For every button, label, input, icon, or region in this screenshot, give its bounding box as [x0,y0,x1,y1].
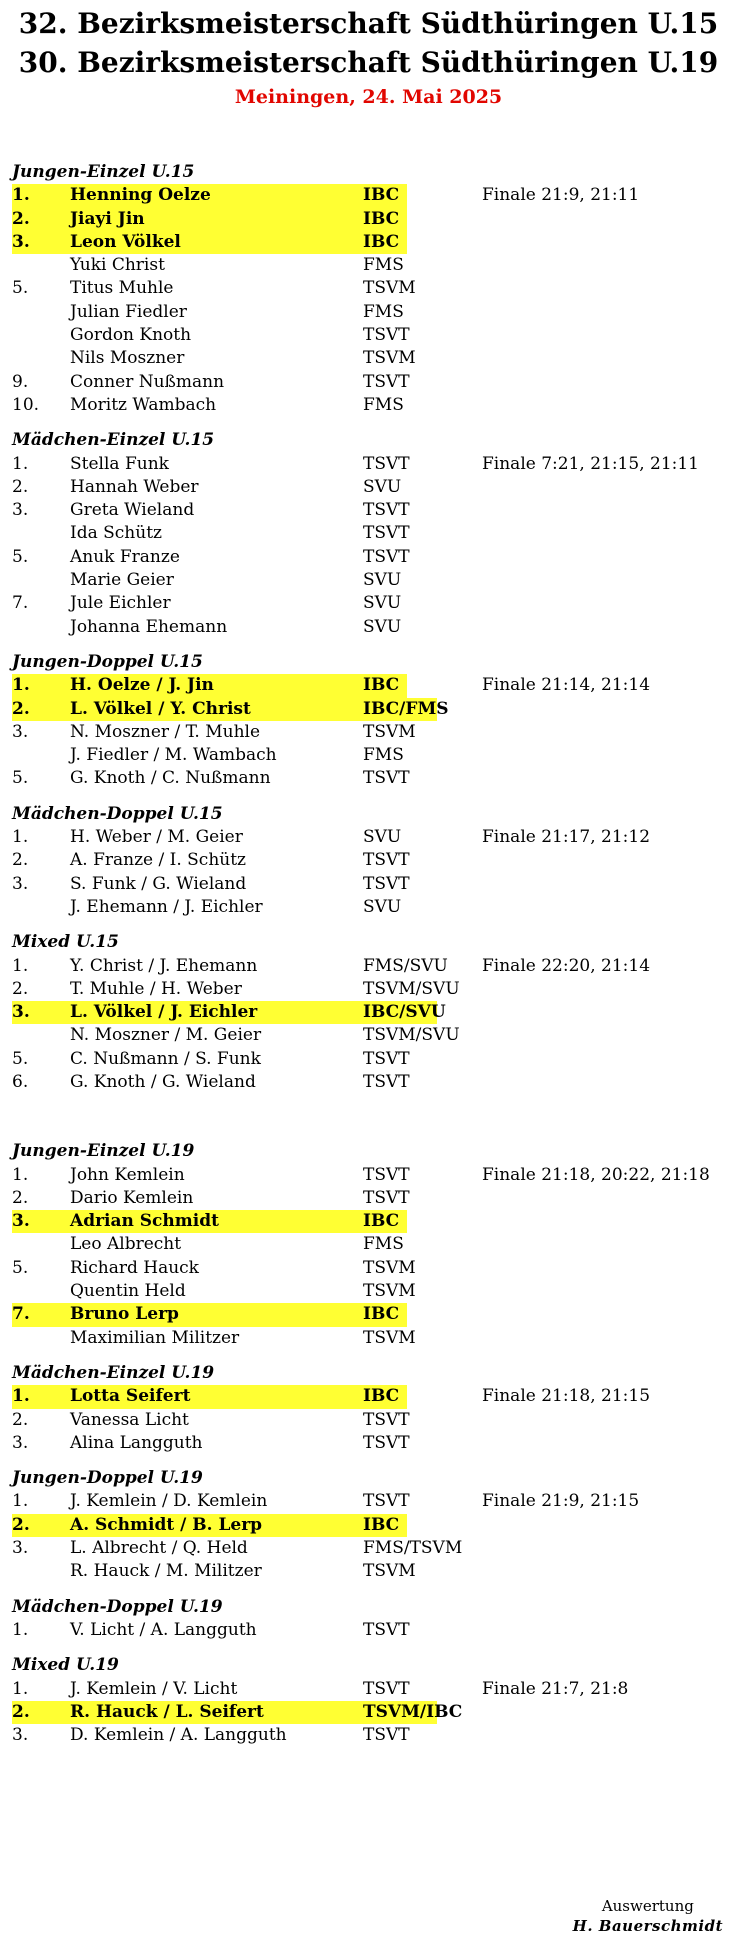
player-name: A. Schmidt / B. Lerp [70,1514,263,1535]
club-name: FMS/TSVM [363,1538,463,1559]
placement: 5. [12,546,29,567]
placement: 3. [12,1432,29,1453]
club-name: SVU [363,570,402,591]
final-score: Finale 21:9, 21:11 [482,185,640,206]
placement: 5. [12,1257,29,1278]
club-name: IBC [363,1514,400,1535]
event-location-date: Meiningen, 24. Mai 2025 [234,86,503,108]
section-title: Mädchen-Doppel U.19 [12,1596,223,1617]
player-name: Quentin Held [70,1281,186,1302]
section-title: Mädchen-Einzel U.15 [12,430,215,451]
result-row [12,499,727,522]
club-name: TSVT [363,371,410,392]
player-name: Maximilian Militzer [70,1327,240,1348]
club-name: TSVM/SVU [363,978,460,999]
club-name: FMS [363,745,404,766]
group-spacer [12,1106,727,1140]
results-list [12,161,727,1759]
player-name: V. Licht / A. Langguth [70,1619,257,1640]
final-score: Finale 21:18, 21:15 [482,1386,651,1407]
final-score: Finale 21:18, 20:22, 21:18 [482,1164,710,1185]
placement: 1. [12,1491,29,1512]
placement: 1. [12,1619,29,1640]
club-name: IBC [363,675,400,696]
player-name: D. Kemlein / A. Langguth [70,1725,287,1746]
placement: 3. [12,1538,29,1559]
player-name: Hannah Weber [70,476,199,497]
result-row [12,826,727,849]
club-name: TSVT [363,1071,410,1092]
final-score: Finale 7:21, 21:15, 21:11 [482,453,699,474]
placement: 1. [12,1164,29,1185]
final-score: Finale 21:9, 21:15 [482,1491,640,1512]
placement: 2. [12,1409,29,1430]
club-name: TSVT [363,873,410,894]
player-name: Dario Kemlein [70,1187,194,1208]
result-row [12,371,727,394]
result-row [12,616,727,639]
club-name: TSVT [363,1409,410,1430]
club-name: IBC [363,1386,400,1407]
player-name: G. Knoth / C. Nußmann [70,768,271,789]
club-name: IBC [363,1211,400,1232]
placement: 1. [12,675,30,696]
result-row [12,1537,727,1560]
results-section [12,161,727,417]
club-name: SVU [363,827,402,848]
club-name: TSVT [363,1678,410,1699]
club-name: TSVT [363,546,410,567]
player-name: L. Völkel / Y. Christ [70,698,251,719]
result-row [12,1257,727,1280]
club-name: IBC [363,1304,400,1325]
player-name: S. Funk / G. Wieland [70,873,247,894]
player-name: Jule Eichler [70,593,171,614]
result-row [12,698,727,721]
club-name: SVU [363,593,402,614]
player-name: Conner Nußmann [70,371,225,392]
player-name: G. Knoth / G. Wieland [70,1071,256,1092]
result-row [12,1187,727,1210]
result-row [12,1514,727,1537]
result-row [12,592,727,615]
result-row [12,208,727,231]
section-title: Mixed U.19 [12,1655,119,1676]
club-name: TSVM/IBC [363,1701,463,1722]
placement: 1. [12,453,29,474]
result-row [12,476,727,499]
club-name: FMS [363,1234,404,1255]
placement: 2. [12,208,30,229]
placement: 7. [12,593,29,614]
result-row [12,1619,727,1642]
result-row [12,1303,727,1326]
placement: 9. [12,371,29,392]
player-name: Johanna Ehemann [70,616,228,637]
club-name: TSVM [363,278,416,299]
title-u19: 30. Bezirksmeisterschaft Südthüringen U.19 [18,46,719,79]
club-name: TSVT [363,768,410,789]
header [0,0,737,111]
result-row [12,1432,727,1455]
placement: 3. [12,1002,30,1023]
results-section [12,1467,727,1583]
result-row [12,1164,727,1187]
result-row [12,674,727,697]
result-row [12,1490,727,1513]
placement: 1. [12,1678,29,1699]
player-name: Bruno Lerp [70,1304,179,1325]
player-name: Henning Oelze [70,185,211,206]
result-row [12,1001,727,1024]
player-name: Adrian Schmidt [70,1211,219,1232]
final-score: Finale 21:7, 21:8 [482,1678,629,1699]
player-name: N. Moszner / M. Geier [70,1025,262,1046]
player-name: Yuki Christ [70,255,165,276]
placement: 3. [12,873,29,894]
club-name: TSVT [363,1164,410,1185]
result-row [12,1071,727,1094]
results-section [12,1140,727,1350]
placement: 2. [12,850,29,871]
section-title: Jungen-Doppel U.19 [12,1468,203,1489]
placement: 6. [12,1071,29,1092]
club-name: TSVT [363,1725,410,1746]
player-name: Gordon Knoth [70,325,192,346]
result-row [12,546,727,569]
section-title: Mädchen-Doppel U.15 [12,803,223,824]
placement: 2. [12,1701,30,1722]
player-name: Lotta Seifert [70,1386,191,1407]
club-name: TSVM [363,721,416,742]
club-name: TSVT [363,1187,410,1208]
player-name: L. Albrecht / Q. Held [70,1538,248,1559]
player-name: Julian Fiedler [70,301,187,322]
player-name: Stella Funk [70,453,169,474]
player-name: Greta Wieland [70,500,195,521]
club-name: IBC [363,208,400,229]
results-section [12,803,727,919]
result-row [12,522,727,545]
result-row [12,1233,727,1256]
placement: 5. [12,768,29,789]
placement: 1. [12,955,29,976]
player-name: Leon Völkel [70,231,181,252]
player-name: Alina Langguth [70,1432,203,1453]
player-name: L. Völkel / J. Eichler [70,1002,258,1023]
result-row [12,569,727,592]
club-name: TSVT [363,325,410,346]
footer-label: Auswertung [601,1897,694,1915]
section-title: Jungen-Doppel U.15 [12,651,203,672]
result-row [12,873,727,896]
player-name: Richard Hauck [70,1257,199,1278]
placement: 5. [12,278,29,299]
player-name: R. Hauck / M. Militzer [70,1561,262,1582]
club-name: FMS [363,255,404,276]
placement: 1. [12,185,30,206]
final-score: Finale 22:20, 21:14 [482,955,651,976]
placement: 3. [12,721,29,742]
club-name: SVU [363,476,402,497]
result-row [12,1048,727,1071]
player-name: H. Oelze / J. Jin [70,675,214,696]
club-name: TSVM [363,1561,416,1582]
result-row [12,1724,727,1747]
result-row [12,254,727,277]
player-name: John Kemlein [70,1164,185,1185]
title-u15: 32. Bezirksmeisterschaft Südthüringen U.15 [18,7,719,40]
placement: 1. [12,1386,30,1407]
player-name: Marie Geier [70,570,174,591]
club-name: SVU [363,896,402,917]
result-row [12,301,727,324]
result-row [12,1560,727,1583]
club-name: TSVT [363,523,410,544]
player-name: Anuk Franze [70,546,180,567]
club-name: TSVM [363,1281,416,1302]
placement: 3. [12,1725,29,1746]
player-name: J. Kemlein / D. Kemlein [70,1491,268,1512]
result-row [12,347,727,370]
player-name: T. Muhle / H. Weber [70,978,242,999]
result-row [12,324,727,347]
club-name: FMS [363,301,404,322]
club-name: IBC/SVU [363,1002,446,1023]
player-name: Y. Christ / J. Ehemann [70,955,258,976]
club-name: TSVT [363,1619,410,1640]
player-name: Vanessa Licht [70,1409,189,1430]
placement: 2. [12,698,30,719]
footer-author: H. Bauerschmidt [572,1917,723,1935]
player-name: J. Fiedler / M. Wambach [70,745,277,766]
player-name: Moritz Wambach [70,394,217,415]
club-name: IBC [363,231,400,252]
placement: 5. [12,1048,29,1069]
result-row [12,453,727,476]
result-row [12,721,727,744]
club-name: FMS/SVU [363,955,448,976]
result-row [12,767,727,790]
club-name: FMS [363,394,404,415]
result-row [12,394,727,417]
result-row [12,1678,727,1701]
results-section [12,1654,727,1747]
club-name: TSVM [363,1257,416,1278]
result-row [12,1701,727,1724]
placement: 2. [12,476,29,497]
results-section [12,651,727,791]
result-row [12,1024,727,1047]
final-score: Finale 21:17, 21:12 [482,827,651,848]
placement: 10. [12,394,40,415]
placement: 1. [12,827,29,848]
result-row [12,1210,727,1233]
results-section [12,1362,727,1455]
club-name: IBC [363,185,400,206]
result-row [12,184,727,207]
footer-signature [573,1896,723,1936]
results-section [12,1596,727,1643]
section-title: Mixed U.15 [12,932,119,953]
result-row [12,231,727,254]
club-name: TSVT [363,1048,410,1069]
player-name: J. Ehemann / J. Eichler [70,896,263,917]
result-row [12,1385,727,1408]
club-name: TSVT [363,500,410,521]
player-name: Leo Albrecht [70,1234,182,1255]
player-name: R. Hauck / L. Seifert [70,1701,264,1722]
player-name: Nils Moszner [70,348,185,369]
placement: 3. [12,231,30,252]
section-title: Jungen-Einzel U.15 [12,162,195,182]
result-row [12,1280,727,1303]
final-score: Finale 21:14, 21:14 [482,675,651,696]
section-title: Jungen-Einzel U.19 [12,1141,195,1162]
result-row [12,955,727,978]
result-row [12,1409,727,1432]
player-name: H. Weber / M. Geier [70,827,243,848]
player-name: C. Nußmann / S. Funk [70,1048,261,1069]
placement: 3. [12,500,29,521]
player-name: N. Moszner / T. Muhle [70,721,261,742]
placement: 2. [12,1187,29,1208]
placement: 7. [12,1304,30,1325]
placement: 2. [12,1514,30,1535]
result-row [12,1327,727,1350]
club-name: SVU [363,616,402,637]
result-row [12,744,727,767]
result-row [12,849,727,872]
player-name: Ida Schütz [70,523,162,544]
club-name: TSVM [363,1327,416,1348]
club-name: TSVM/SVU [363,1025,460,1046]
result-row [12,896,727,919]
player-name: A. Franze / I. Schütz [70,850,247,871]
results-section [12,931,727,1094]
club-name: TSVT [363,1491,410,1512]
player-name: J. Kemlein / V. Licht [70,1678,238,1699]
player-name: Jiayi Jin [70,208,145,229]
section-title: Mädchen-Einzel U.19 [12,1362,215,1383]
club-name: IBC/FMS [363,698,449,719]
club-name: TSVT [363,850,410,871]
player-name: Titus Muhle [70,278,174,299]
result-row [12,277,727,300]
club-name: TSVM [363,348,416,369]
club-name: TSVT [363,1432,410,1453]
placement: 3. [12,1211,30,1232]
club-name: TSVT [363,453,410,474]
placement: 2. [12,978,29,999]
result-row [12,978,727,1001]
results-section [12,429,727,639]
